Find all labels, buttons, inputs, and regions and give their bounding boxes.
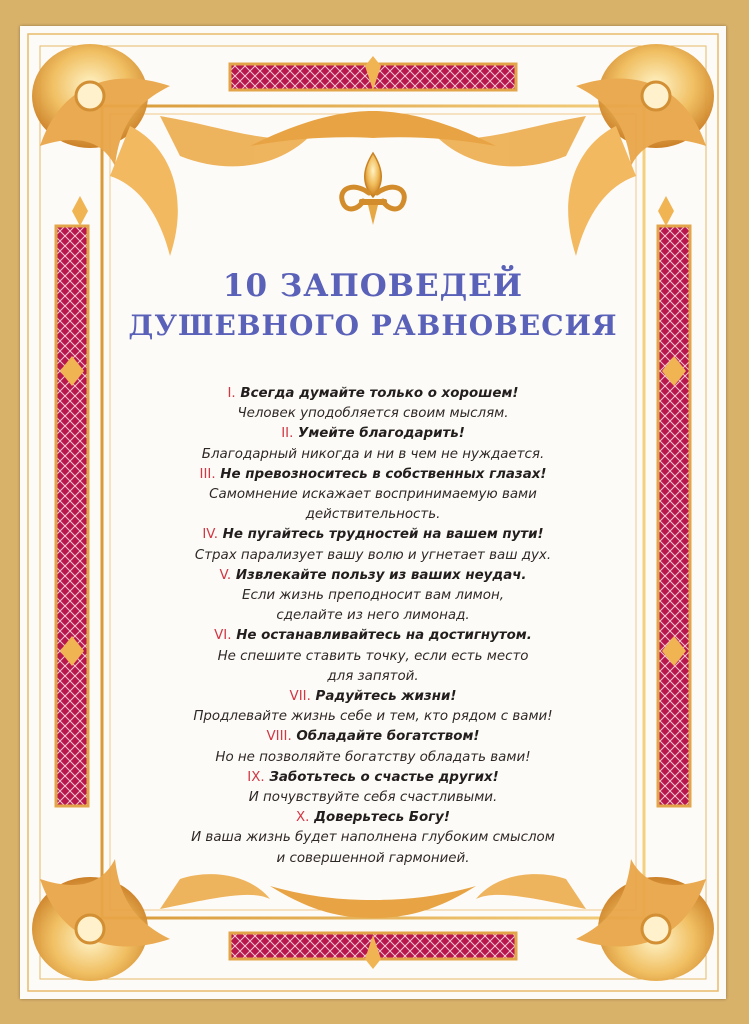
rule-heading-text: Извлекайте пользу из ваших неудач.	[235, 567, 527, 583]
certificate-sheet	[20, 26, 726, 999]
rule-heading-text: Не пугайтесь трудностей на вашем пути!	[222, 527, 544, 543]
rule-heading-text: Заботьтесь о счастье других!	[269, 769, 499, 785]
rule-text: Если жизнь преподносит вам лимон,	[242, 588, 504, 604]
rule-heading-text: Умейте благодарить!	[298, 426, 465, 442]
rule-heading-text: Доверьтесь Богу!	[314, 810, 450, 826]
rule-heading	[140, 566, 606, 586]
rule-heading	[140, 808, 606, 828]
rule-number: V.	[219, 567, 232, 583]
rule-heading-text: Радуйтесь жизни!	[315, 689, 457, 705]
rule-number: VI.	[214, 628, 232, 644]
right-medallion-top	[658, 196, 674, 226]
page-title	[20, 266, 726, 346]
rule-text: Страх парализует вашу волю и угнетает ваш дух.	[194, 547, 552, 563]
rule-heading-text: Не останавливайтесь на достигнутом.	[236, 628, 532, 644]
rule-heading	[140, 384, 606, 404]
rule-heading-text: Обладайте богатством!	[296, 729, 480, 745]
title-line-1: 10 ЗАПОВЕДЕЙ	[222, 268, 524, 304]
rule-text: Продлевайте жизнь себе и тем, кто рядом с вами!	[193, 709, 553, 725]
rule-heading	[140, 626, 606, 646]
rule-heading	[140, 687, 606, 707]
rule-number: VII.	[289, 689, 311, 705]
rule-text: И почувствуйте себя счастливыми.	[248, 790, 498, 806]
rule-text: действительность.	[305, 507, 441, 523]
rule-text: Самомнение искажает воспринимаемую вами	[209, 487, 537, 503]
rule-text: Но не позволяйте богатству обладать вами!	[215, 749, 531, 765]
rule-text: сделайте из него лимонад.	[276, 608, 470, 624]
rule-number: VIII.	[266, 729, 292, 745]
rule-text: Не спешите ставить точку, если есть место	[217, 648, 529, 664]
rule-number: IV.	[202, 527, 218, 543]
corner-scroll-bottom-left	[32, 859, 270, 981]
rule-number: III.	[199, 466, 216, 482]
title-line-2: ДУШЕВНОГО РАВНОВЕСИЯ	[128, 309, 618, 342]
rule-text: Человек уподобляется своим мыслям.	[237, 406, 509, 422]
left-medallion-top	[72, 196, 88, 226]
rule-heading	[140, 424, 606, 444]
rule-number: IX.	[247, 769, 265, 785]
rule-heading	[140, 525, 606, 545]
rule-number: X.	[296, 810, 310, 826]
rule-text: и совершенной гармонией.	[276, 850, 470, 866]
rule-heading	[140, 727, 606, 747]
rule-heading	[140, 465, 606, 485]
rule-heading-text: Всегда думайте только о хорошем!	[240, 386, 519, 401]
rule-heading	[140, 768, 606, 788]
bottom-arch-ornament	[270, 886, 476, 918]
rule-number: I.	[227, 386, 236, 401]
commandments-list	[140, 384, 606, 869]
fleur-de-lis-icon	[342, 153, 405, 225]
rule-heading-text: Не превозноситесь в собственных глазах!	[220, 466, 547, 482]
corner-scroll-bottom-right	[476, 859, 714, 981]
rule-text: для запятой.	[327, 668, 419, 684]
rule-text: И ваша жизнь будет наполнена глубоким смыслом	[191, 830, 555, 846]
rule-number: II.	[281, 426, 294, 442]
rule-text: Благодарный никогда и ни в чем не нуждается.	[201, 446, 545, 462]
